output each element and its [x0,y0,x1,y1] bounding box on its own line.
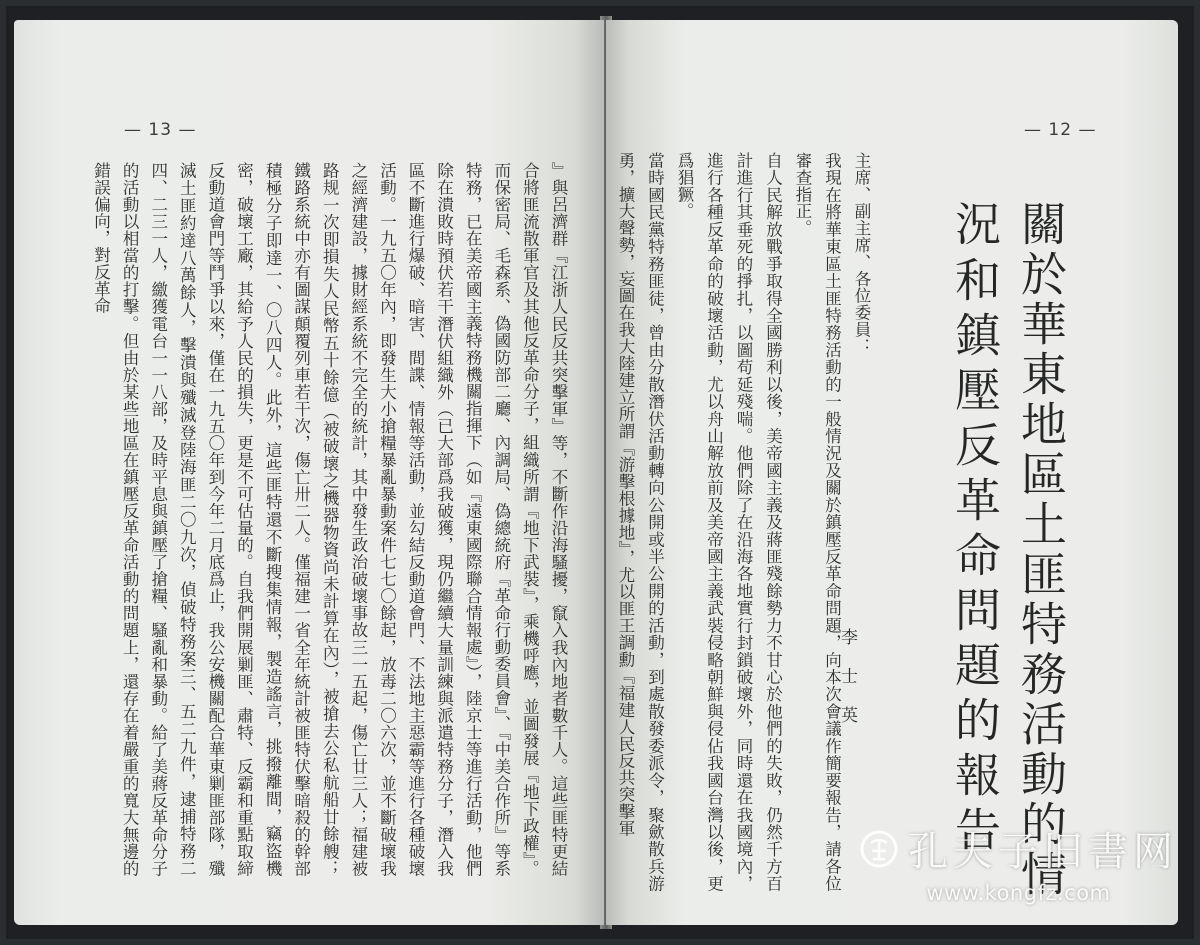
right-page [606,20,1178,925]
book-spread [6,6,1194,939]
report-title-line1: 關於華東地區土匪特務活動的情況 [948,200,1068,900]
page-number-left: — 13 — [124,120,197,140]
kongfz-logo-icon [859,829,899,869]
report-title-line2: 和鎮壓反革命問題的報告 [948,256,1002,861]
watermark-url: www.kongfz.com [926,881,1111,905]
right-page-body-text: 主席、副主席、各位委員： 我現在將華東區土匪特務活動的一般情況及關於鎮壓反革命問題，向本次會議作簡要報告，請各位審查指正。 自人民解放戰爭取得全國勝利以後，美帝國主義及蔣匪殘餘勢力不甘心於他們的失敗，仍然千方百計進行其垂死的掙扎，以圖苟延殘喘。他們除了在沿海各地實行封鎖破壞外，同時還在我國境內，進行各種反革命的破壞活動，尤以舟山解放前及美帝國主義武裝侵略朝鮮與侵佔我國台灣以後，更爲猖獗。 當時國民黨特務匪徒，曾由分散潛伏活動轉向公開或半公開的活動，到處散發委派令，聚歛散兵游勇，擴大聲勢，妄圖在我大陸建立所謂『游擊根據地』，尤以匪王調勳『福建人民反共突擊軍 [616,152,871,892]
watermark-site-name: 孔夫子旧書网 [908,829,1178,875]
page-number-right: — 12 — [1024,120,1097,140]
report-author: 李士英 [837,628,857,745]
left-page [14,20,604,925]
watermark [859,820,1178,905]
left-page-body-text: 』與呂濟群『江浙人民反共突擊軍』等，不斷作沿海騷擾，竄入我內地者數千人。這些匪特更結合將匪流散軍官及其他反革命分子，組織所謂『地下武裝』，乘機呼應，並圖發展『地下政權』。而保密局、毛森系、偽國防部二廳、內調局、偽總統府『革命行動委員會』、『中美合作所』等系特務，已在美帝國主義特務機關指揮下（如『遠東國際聯合情報處』），陸京士等進行活動，他們除在潰敗時預伏若干潛伏組織外（已大部爲我破獲，現仍繼續大量訓練與派遣特務分子，潛入我區不斷進行爆破、暗害、間諜、情報等活動，並勾結反動道會門、不法地主惡霸等進行各種破壞活動。一九五〇年內，即發生大小搶糧暴亂暴動案件七七〇餘起，放毒二〇六次，並不斷破壞我之經濟建設，據財經系統不完全的統計，其中發生政治破壞事故三一五起，傷亡廿三人；福建被路规一次即損失人民幣五十餘億（被破壞之機器物資尚未計算在內），被搶去公私航船廿餘艘；鐵路系統中亦有圖謀顛覆列車若干次，傷亡卅二人。僅福建一省全年統計被匪特伏擊暗殺的幹部積極分子即達一、〇八四人。此外，這些匪特還不斷搜集情報，製造謠言，挑撥離間，竊盜機密，破壞工廠，其給予人民的損失，更是不可估量的。自我們開展剿匪、肅特、反霸和重點取締反動道會門等鬥爭以來，僅在一九五〇年到今年二月底爲止，我公安機關配合華東剿匪部隊，殲滅土匪約達八萬餘人，擊潰與殲滅登陸海匪二〇九次，偵破特務案三、五二九件，逮捕特務二四、二三一人，繳獲電台一一八部，及時平息與鎮壓了搶糧、騷亂和暴動。給了美蔣反革命分子的活動以相當的打擊。但由於某些地區在鎮壓反革命活動的問題上，還存在着嚴重的寬大無邊的錯誤偏向，對反革命 [91,162,568,877]
